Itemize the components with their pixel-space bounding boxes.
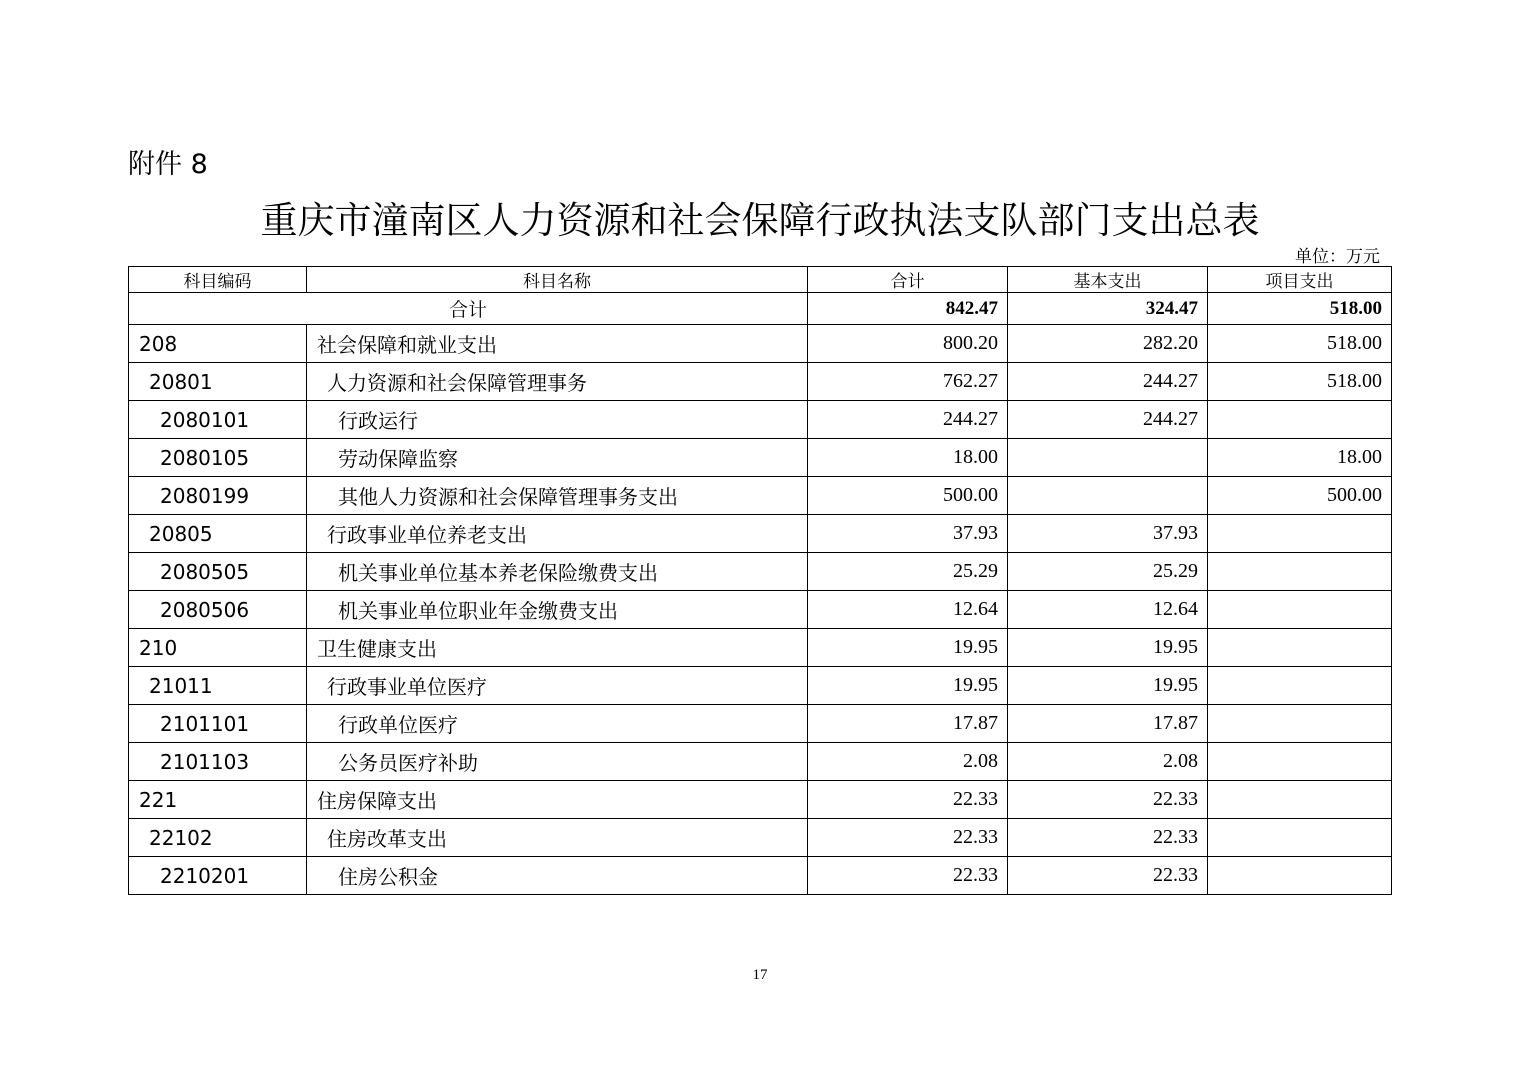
row-total: 244.27 bbox=[808, 401, 1008, 439]
row-project bbox=[1208, 629, 1392, 667]
row-basic: 37.93 bbox=[1008, 515, 1208, 553]
row-code: 2101101 bbox=[129, 705, 307, 743]
row-total: 17.87 bbox=[808, 705, 1008, 743]
row-code: 2080505 bbox=[129, 553, 307, 591]
row-basic: 244.27 bbox=[1008, 363, 1208, 401]
row-name: 机关事业单位职业年金缴费支出 bbox=[307, 591, 808, 629]
row-code: 21011 bbox=[129, 667, 307, 705]
row-basic: 17.87 bbox=[1008, 705, 1208, 743]
row-name: 公务员医疗补助 bbox=[307, 743, 808, 781]
row-basic bbox=[1008, 477, 1208, 515]
header-total: 合计 bbox=[808, 267, 1008, 293]
row-name: 劳动保障监察 bbox=[307, 439, 808, 477]
row-code: 2080506 bbox=[129, 591, 307, 629]
row-name: 住房改革支出 bbox=[307, 819, 808, 857]
row-total: 2.08 bbox=[808, 743, 1008, 781]
row-total: 12.64 bbox=[808, 591, 1008, 629]
row-project bbox=[1208, 819, 1392, 857]
row-code: 210 bbox=[129, 629, 307, 667]
row-total: 800.20 bbox=[808, 325, 1008, 363]
table-row bbox=[129, 781, 1392, 819]
row-basic: 22.33 bbox=[1008, 819, 1208, 857]
page-title: 重庆市潼南区人力资源和社会保障行政执法支队部门支出总表 bbox=[260, 199, 1260, 242]
row-basic: 19.95 bbox=[1008, 629, 1208, 667]
row-code: 22102 bbox=[129, 819, 307, 857]
unit-label: 单位：万元 bbox=[1295, 247, 1380, 266]
row-project: 18.00 bbox=[1208, 439, 1392, 477]
table-row bbox=[129, 629, 1392, 667]
table-row bbox=[129, 857, 1392, 895]
table-row bbox=[129, 591, 1392, 629]
table-row bbox=[129, 553, 1392, 591]
table-row bbox=[129, 325, 1392, 363]
row-project bbox=[1208, 743, 1392, 781]
table-row bbox=[129, 743, 1392, 781]
row-basic: 282.20 bbox=[1008, 325, 1208, 363]
table-row bbox=[129, 439, 1392, 477]
row-code: 20805 bbox=[129, 515, 307, 553]
row-project bbox=[1208, 515, 1392, 553]
row-basic bbox=[1008, 439, 1208, 477]
row-project bbox=[1208, 553, 1392, 591]
row-basic: 244.27 bbox=[1008, 401, 1208, 439]
table-row bbox=[129, 515, 1392, 553]
header-project: 项目支出 bbox=[1208, 267, 1392, 293]
row-name: 行政单位医疗 bbox=[307, 705, 808, 743]
table-row bbox=[129, 667, 1392, 705]
row-name: 机关事业单位基本养老保险缴费支出 bbox=[307, 553, 808, 591]
row-project bbox=[1208, 401, 1392, 439]
row-name: 住房保障支出 bbox=[307, 781, 808, 819]
row-project bbox=[1208, 781, 1392, 819]
row-code: 221 bbox=[129, 781, 307, 819]
row-total: 500.00 bbox=[808, 477, 1008, 515]
row-total: 37.93 bbox=[808, 515, 1008, 553]
table-header-row bbox=[129, 267, 1392, 293]
row-basic: 22.33 bbox=[1008, 857, 1208, 895]
table-row bbox=[129, 819, 1392, 857]
row-total: 762.27 bbox=[808, 363, 1008, 401]
row-code: 2080105 bbox=[129, 439, 307, 477]
row-project bbox=[1208, 857, 1392, 895]
row-code: 2080199 bbox=[129, 477, 307, 515]
table-row bbox=[129, 477, 1392, 515]
row-total: 25.29 bbox=[808, 553, 1008, 591]
row-basic: 2.08 bbox=[1008, 743, 1208, 781]
row-basic: 25.29 bbox=[1008, 553, 1208, 591]
row-total: 22.33 bbox=[808, 781, 1008, 819]
row-project bbox=[1208, 705, 1392, 743]
row-project: 500.00 bbox=[1208, 477, 1392, 515]
row-name: 人力资源和社会保障管理事务 bbox=[307, 363, 808, 401]
total-sum: 842.47 bbox=[808, 293, 1008, 325]
attachment-label: 附件 8 bbox=[128, 149, 208, 180]
expenditure-table bbox=[128, 266, 1392, 895]
row-name: 住房公积金 bbox=[307, 857, 808, 895]
row-project: 518.00 bbox=[1208, 363, 1392, 401]
row-total: 19.95 bbox=[808, 667, 1008, 705]
total-project: 518.00 bbox=[1208, 293, 1392, 325]
header-basic: 基本支出 bbox=[1008, 267, 1208, 293]
table-row bbox=[129, 705, 1392, 743]
row-basic: 19.95 bbox=[1008, 667, 1208, 705]
row-code: 20801 bbox=[129, 363, 307, 401]
total-label: 合计 bbox=[129, 293, 808, 325]
row-project bbox=[1208, 667, 1392, 705]
row-code: 2080101 bbox=[129, 401, 307, 439]
total-basic: 324.47 bbox=[1008, 293, 1208, 325]
row-name: 社会保障和就业支出 bbox=[307, 325, 808, 363]
page-number: 17 bbox=[752, 967, 768, 983]
row-total: 22.33 bbox=[808, 857, 1008, 895]
row-total: 19.95 bbox=[808, 629, 1008, 667]
row-total: 18.00 bbox=[808, 439, 1008, 477]
row-name: 其他人力资源和社会保障管理事务支出 bbox=[307, 477, 808, 515]
row-code: 2101103 bbox=[129, 743, 307, 781]
header-name: 科目名称 bbox=[307, 267, 808, 293]
row-name: 行政事业单位医疗 bbox=[307, 667, 808, 705]
row-project bbox=[1208, 591, 1392, 629]
table-total-row bbox=[129, 293, 1392, 325]
row-name: 行政运行 bbox=[307, 401, 808, 439]
table-row bbox=[129, 401, 1392, 439]
row-total: 22.33 bbox=[808, 819, 1008, 857]
row-basic: 22.33 bbox=[1008, 781, 1208, 819]
row-basic: 12.64 bbox=[1008, 591, 1208, 629]
row-name: 卫生健康支出 bbox=[307, 629, 808, 667]
row-name: 行政事业单位养老支出 bbox=[307, 515, 808, 553]
row-code: 208 bbox=[129, 325, 307, 363]
row-code: 2210201 bbox=[129, 857, 307, 895]
header-code: 科目编码 bbox=[129, 267, 307, 293]
row-project: 518.00 bbox=[1208, 325, 1392, 363]
table-row bbox=[129, 363, 1392, 401]
